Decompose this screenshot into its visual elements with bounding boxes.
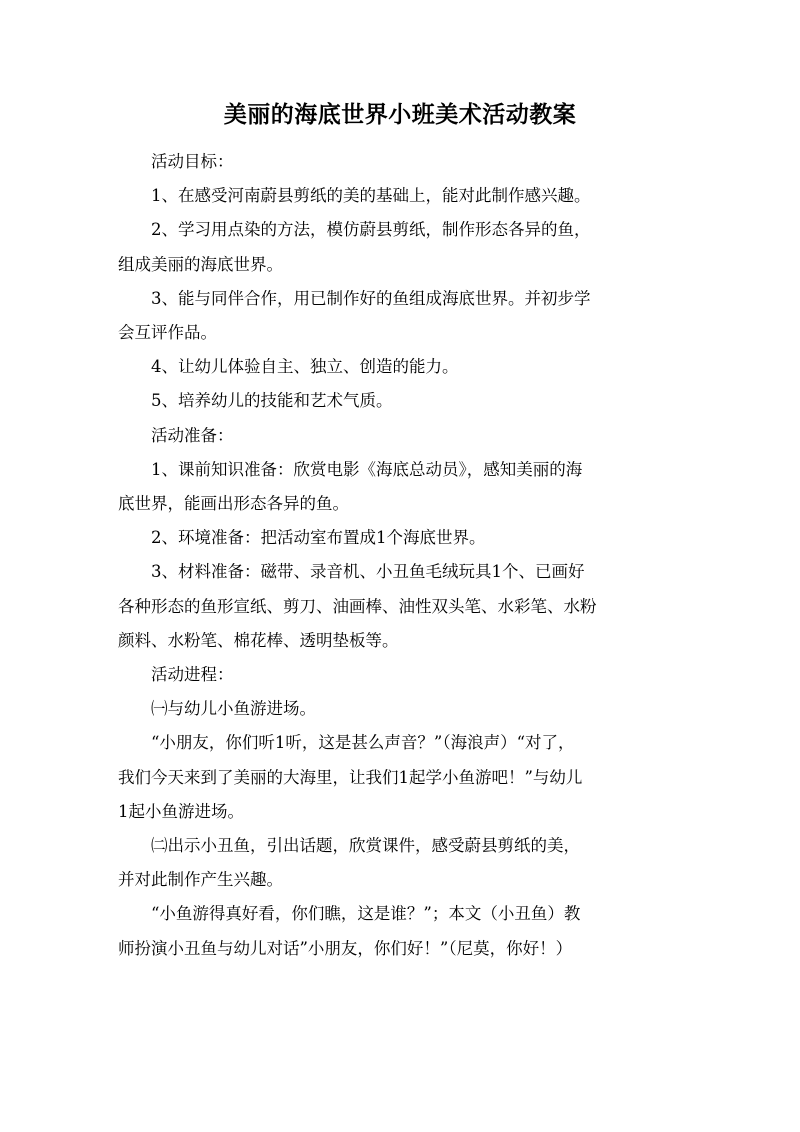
paragraph [118, 419, 688, 453]
text-line: ㈠与幼儿小鱼游进场。 [151, 699, 316, 719]
document-body [118, 145, 688, 966]
text-line: 1、在感受河南蔚县剪纸的美的基础上，能对此制作感兴趣。 [151, 186, 591, 206]
paragraph [118, 897, 688, 965]
paragraph [118, 658, 688, 692]
text-line: 底世界，能画出形态各异的鱼。 [118, 494, 349, 514]
paragraph [118, 179, 688, 213]
text-line: 活动目标： [151, 152, 234, 171]
paragraph [118, 692, 688, 726]
text-line: 各种形态的鱼形宣纸、剪刀、油画棒、油性双头笔、水彩笔、水粉 [118, 596, 597, 616]
paragraph [118, 521, 688, 555]
text-line: 3、材料准备：磁带、录音机、小丑鱼毛绒玩具1个、已画好 [151, 562, 585, 582]
text-line: 并对此制作产生兴趣。 [118, 870, 283, 890]
paragraph [118, 350, 688, 384]
paragraph [118, 384, 688, 418]
text-line: 我们今天来到了美丽的大海里，让我们1起学小鱼游吧！”与幼儿 [118, 767, 583, 787]
text-line: 师扮演小丑鱼与幼儿对话”小朋友，你们好！”（尼莫，你好！） [118, 938, 573, 958]
paragraph [118, 282, 688, 350]
text-line: 1起小鱼游进场。 [118, 801, 244, 821]
text-line: 活动进程： [151, 665, 234, 685]
paragraph [118, 145, 688, 179]
text-line: “小鱼游得真好看，你们瞧，这是谁？”；本文（小丑鱼）教 [151, 904, 581, 924]
text-line: 活动准备： [151, 425, 234, 445]
paragraph [118, 726, 688, 829]
text-line: 4、让幼儿体验自主、独立、创造的能力。 [151, 357, 459, 377]
text-line: 组成美丽的海底世界。 [118, 254, 283, 274]
text-line: “小朋友，你们听1听，这是甚么声音？”（海浪声）“对了， [151, 733, 575, 753]
paragraph [118, 555, 688, 658]
text-line: 3、能与同伴合作，用已制作好的鱼组成海底世界。并初步学 [151, 288, 591, 308]
document-title: 美丽的海底世界小班美术活动教案 [223, 101, 577, 128]
text-line: 1、课前知识准备：欣赏电影《海底总动员》，感知美丽的海 [151, 459, 583, 479]
paragraph [118, 829, 688, 897]
text-line: 会互评作品。 [118, 323, 217, 343]
text-line: 2、环境准备：把活动室布置成1个海底世界。 [151, 528, 486, 548]
text-line: 2、学习用点染的方法，模仿蔚县剪纸，制作形态各异的鱼， [151, 220, 591, 240]
paragraph [118, 453, 688, 521]
text-line: ㈡出示小丑鱼，引出话题，欣赏课件，感受蔚县剪纸的美， [151, 836, 580, 856]
paragraph [118, 213, 688, 281]
text-line: 颜料、水粉笔、棉花棒、透明垫板等。 [118, 630, 399, 650]
text-line: 5、培养幼儿的技能和艺术气质。 [151, 391, 393, 411]
